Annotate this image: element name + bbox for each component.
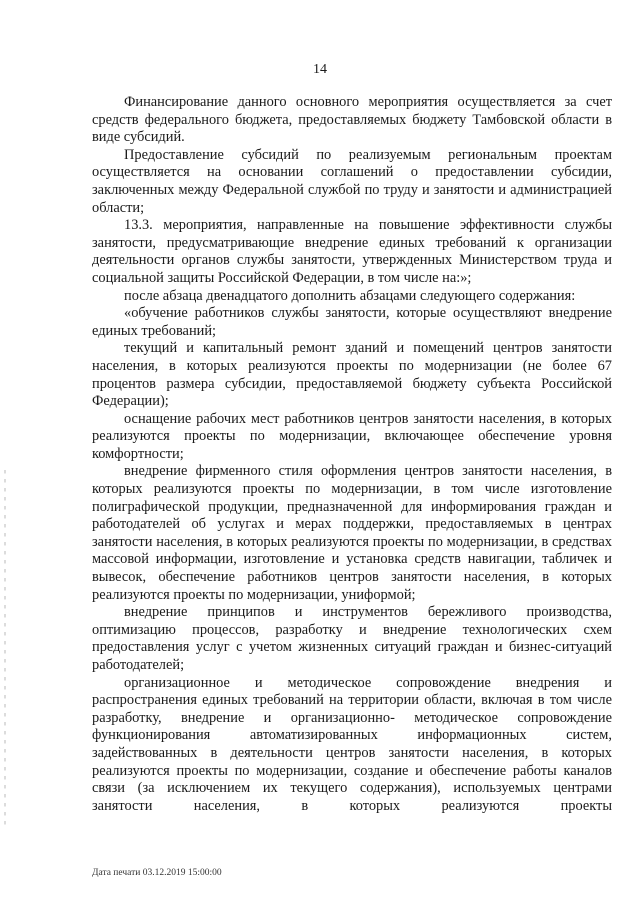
paragraph: текущий и капитальный ремонт зданий и помещений центров занятости населения, в которых реализуются проекты по модернизации (не более 67 процентов размера субсидии, предоставляемой бюджету субъекта Российской Федерации); — [92, 340, 612, 410]
document-body — [92, 94, 612, 815]
page-number: 14 — [313, 62, 327, 77]
paragraph: «обучение работников службы занятости, которые осуществляют внедрение единых требований; — [92, 305, 612, 339]
paragraph: оснащение рабочих мест работников центров занятости населения, в которых реализуются проекты по модернизации, включающее обеспечение уровня комфортности; — [92, 410, 612, 462]
paragraph: 13.3. мероприятия, направленные на повышение эффективности службы занятости, предусматривающие внедрение единых требований к организации деятельности органов службы занятости, утвержденных Министерством труда и социальной защиты Российской Федерации, в том числе на:»; — [92, 217, 612, 286]
paragraph: внедрение фирменного стиля оформления центров занятости населения, в которых реализуются проекты по модернизации, в том числе изготовление полиграфической продукции, предназначенной для информирования граждан и работодателей об услугах и мерах поддержки, предоставляемых в центрах занятости населения, в которых реализуются проекты по модернизации, в средствах массовой информации, изготовление и установка средств навигации, табличек и вывесок, обеспечение работников центров занятости населения, в которых реализуются проекты по модернизации, униформой; — [92, 463, 612, 603]
paragraph: Предоставление субсидий по реализуемым региональным проектам осуществляется на основании соглашений о предоставлении субсидии, заключенных между Федеральной службой по труду и занятости и администрацией области; — [92, 146, 612, 216]
print-date-footer: Дата печати 03.12.2019 15:00:00 — [92, 868, 222, 878]
paragraph: Финансирование данного основного мероприятия осуществляется за счет средств федерального бюджета, предоставляемых бюджету Тамбовской области в виде субсидий. — [92, 94, 612, 146]
scan-margin-marks — [4, 470, 6, 830]
paragraph: внедрение принципов и инструментов бережливого производства, оптимизацию процессов, разработку и внедрение технологических схем предоставления услуг с учетом жизненных ситуаций граждан и бизнес-ситуаций работодателей; — [92, 604, 612, 673]
paragraph: после абзаца двенадцатого дополнить абзацами следующего содержания: — [124, 287, 576, 304]
paragraph: организационное и методическое сопровождение внедрения и распространения единых требований на территории области, включая в том числе разработку, внедрение и организационно- методическое сопровождение функционирования автоматизированных информационных систем, задействованных в деятельности центров занятости населения, в которых реализуются проекты по модернизации, создание и обеспечение работы каналов связи (за исключением их текущего содержания), используемых центрами занятости населения, в которых реализуются проекты — [92, 674, 612, 814]
